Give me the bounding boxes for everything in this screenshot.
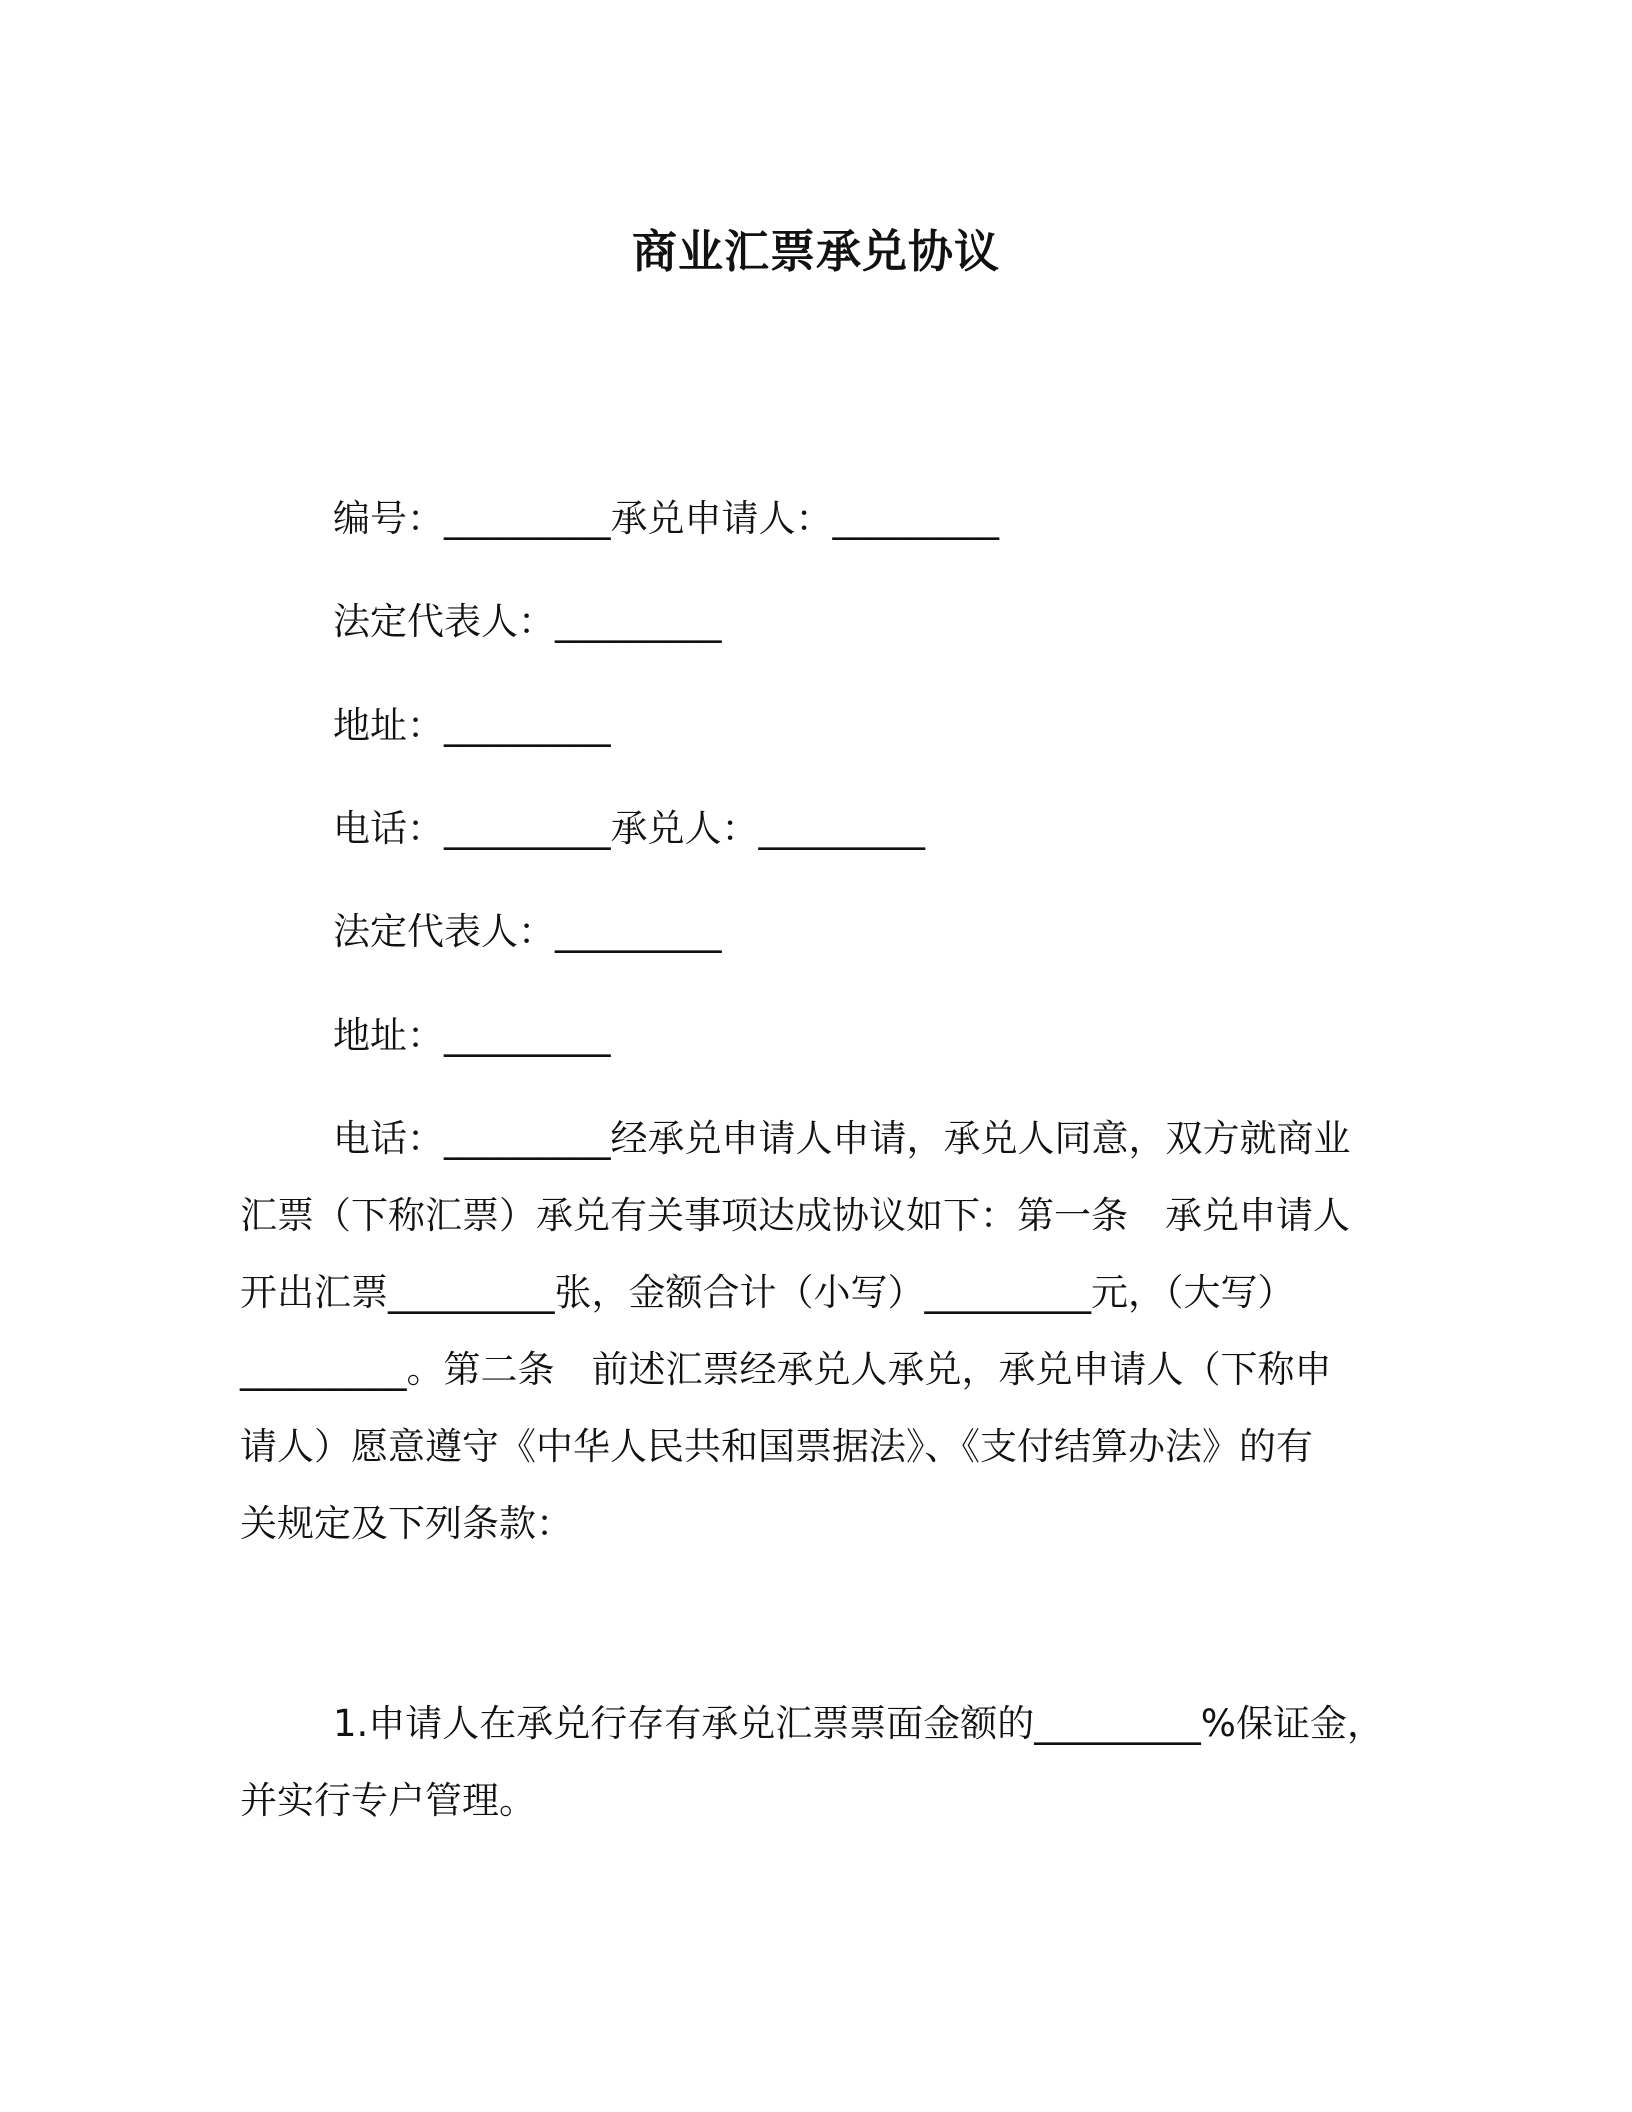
- paragraph-line: 电话：_________经承兑申请人申请，承兑人同意，双方就商业: [333, 1117, 1351, 1160]
- paragraph-line: 汇票（下称汇票）承兑有关事项达成协议如下：第一条 承兑申请人: [240, 1194, 1350, 1237]
- clause-1-paragraph: [240, 1700, 1400, 1854]
- header-line-applicant-address: 地址：_________: [333, 704, 611, 747]
- header-line-applicant-legal-rep: 法定代表人：_________: [333, 600, 722, 643]
- paragraph-line: _________。第二条 前述汇票经承兑人承兑，承兑申请人（下称申: [240, 1348, 1332, 1391]
- header-line-acceptor-legal-rep: 法定代表人：_________: [333, 910, 722, 953]
- paragraph-line: 请人）愿意遵守《中华人民共和国票据法》、《支付结算办法》的有: [240, 1425, 1313, 1468]
- header-line-phone-acceptor: 电话：_________承兑人：_________: [333, 807, 925, 850]
- document-title: 商业汇票承兑协议: [631, 225, 1000, 278]
- header-line-acceptor-address: 地址：_________: [333, 1014, 611, 1057]
- paragraph-line: 开出汇票_________张，金额合计（小写）_________元，（大写）: [240, 1271, 1295, 1314]
- paragraph-line: 并实行专户管理。: [240, 1779, 536, 1822]
- paragraph-line: 1.申请人在承兑行存有承兑汇票票面金额的_________%保证金，: [333, 1702, 1384, 1745]
- agreement-paragraph: [240, 1115, 1400, 1577]
- header-line-number-applicant: 编号：_________承兑申请人：_________: [333, 497, 999, 540]
- paragraph-line: 关规定及下列条款：: [240, 1502, 573, 1545]
